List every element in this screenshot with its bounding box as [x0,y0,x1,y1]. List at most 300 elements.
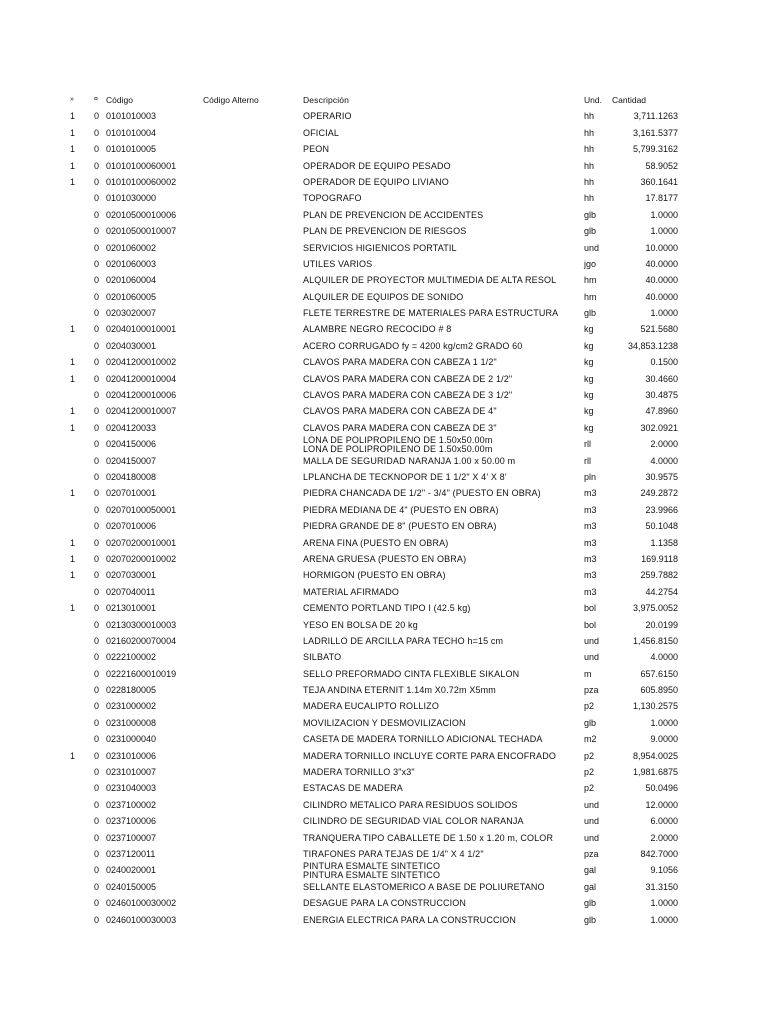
row-descripcion-line: ALQUILER DE PROYECTOR MULTIMEDIA DE ALTA RESOL [303,275,557,286]
row-cantidad: 259.7882 [640,570,678,581]
row-descripcion [303,567,584,583]
row-descripcion-line: DESAGUE PARA LA CONSTRUCCION [303,898,467,909]
row-flag-a: 1 [70,553,76,564]
row-und: bol [584,603,597,614]
row-flag-b: 0 [94,406,100,417]
row-flag-b: 0 [94,734,100,745]
row-descripcion [303,518,584,534]
table-row [0,879,768,895]
row-codigo: 02460100030003 [106,914,177,925]
row-descripcion [303,321,584,337]
row-flag-b: 0 [94,668,100,679]
table-row [0,354,768,370]
row-codigo: 02160200070004 [106,635,177,646]
row-flag-a: 1 [70,324,76,335]
table-row [0,420,768,436]
row-und: glb [584,209,597,220]
row-descripcion-line: ACERO CORRUGADO fy = 4200 kg/cm2 GRADO 60 [303,340,523,351]
row-flag-b: 0 [94,848,100,859]
row-cantidad: 3,975.0052 [632,603,678,614]
row-codigo: 01010100060001 [106,160,177,171]
table-row [0,617,768,633]
row-codigo: 0213010001 [106,603,157,614]
table-row [0,862,768,878]
row-descripcion-line: ARENA GRUESA (PUESTO EN OBRA) [303,553,467,564]
row-und: m [584,668,592,679]
row-flag-b: 0 [94,750,100,761]
table-row [0,272,768,288]
row-flag-b: 0 [94,881,100,892]
row-flag-b: 0 [94,537,100,548]
table-row [0,649,768,665]
row-cantidad: 842.7000 [640,848,678,859]
row-cantidad: 4.0000 [650,652,678,663]
row-flag-b: 0 [94,324,100,335]
row-flag-a: 1 [70,750,76,761]
table-row [0,584,768,600]
row-descripcion-line: OFICIAL [303,127,340,138]
row-descripcion [303,387,584,403]
row-und: jgo [584,258,597,269]
header-codigo-alterno: Código Alterno [203,95,259,105]
resource-table [0,92,768,928]
row-codigo: 02010500010006 [106,209,177,220]
row-flag-a: 1 [70,603,76,614]
row-descripcion-line: MADERA EUCALIPTO ROLLIZO [303,701,439,712]
row-cantidad: 4.0000 [650,455,678,466]
row-flag-b: 0 [94,176,100,187]
row-descripcion-line: LONA DE POLIPROPILENO DE 1.50x50.00m [303,443,493,454]
row-codigo: 02010500010007 [106,226,177,237]
table-header [0,92,768,108]
row-flag-a: 1 [70,373,76,384]
row-flag-b: 0 [94,193,100,204]
row-descripcion-line: YESO EN BOLSA DE 20 kg [303,619,418,630]
row-cantidad: 8,954.0025 [632,750,678,761]
row-und: bol [584,619,597,630]
table-row [0,600,768,616]
row-descripcion [303,895,584,911]
row-cantidad: 169.9118 [641,553,678,564]
row-und: rll [584,439,591,450]
row-descripcion-line: CEMENTO PORTLAND TIPO I (42.5 kg) [303,603,471,614]
table-row [0,698,768,714]
row-descripcion-line: OPERADOR DE EQUIPO LIVIANO [303,176,449,187]
table-row [0,502,768,518]
row-und: m2 [584,734,597,745]
row-codigo: 0101030000 [106,193,157,204]
row-flag-b: 0 [94,701,100,712]
row-descripcion-line: OPERADOR DE EQUIPO PESADO [303,160,451,171]
row-flag-b: 0 [94,226,100,237]
row-cantidad: 0.1500 [650,357,678,368]
row-cantidad: 23.9966 [645,504,678,515]
row-cantidad: 31.3150 [645,881,678,892]
row-codigo: 0237100002 [106,799,157,810]
row-flag-a: 1 [70,357,76,368]
row-codigo: 0207010001 [106,488,157,499]
row-cantidad: 1.0000 [650,914,678,925]
header-codigo: Código [106,95,133,105]
row-und: m3 [584,504,597,515]
row-und: glb [584,717,597,728]
table-row [0,748,768,764]
row-und: kg [584,406,594,417]
row-descripcion-line: CLAVOS PARA MADERA CON CABEZA DE 3" [303,422,497,433]
row-und: hh [584,160,595,171]
row-codigo: 0204180008 [106,471,157,482]
row-cantidad: 1,130.2575 [632,701,678,712]
row-flag-b: 0 [94,619,100,630]
row-codigo: 0231010007 [106,767,157,778]
row-descripcion [303,584,584,600]
row-flag-b: 0 [94,488,100,499]
row-descripcion [303,813,584,829]
row-descripcion-line: SELLO PREFORMADO CINTA FLEXIBLE SIKALON [303,668,520,679]
row-codigo: 0237100007 [106,832,157,843]
row-descripcion-line: LADRILLO DE ARCILLA PARA TECHO h=15 cm [303,635,504,646]
row-und: hh [584,111,595,122]
row-cantidad: 657.6150 [640,668,678,679]
row-und: kg [584,422,594,433]
row-descripcion-line: HORMIGON (PUESTO EN OBRA) [303,570,446,581]
header-col-a: » [70,96,74,103]
row-flag-b: 0 [94,898,100,909]
table-row [0,436,768,452]
table-row [0,387,768,403]
row-flag-a: 1 [70,176,76,187]
row-cantidad: 5,799.3162 [632,144,678,155]
row-flag-b: 0 [94,340,100,351]
table-row [0,453,768,469]
row-flag-b: 0 [94,570,100,581]
row-flag-b: 0 [94,865,100,876]
table-row [0,813,768,829]
row-flag-b: 0 [94,799,100,810]
table-row [0,551,768,567]
row-cantidad: 9.1056 [650,865,678,876]
row-codigo: 02041200010002 [106,357,177,368]
row-descripcion-line: CLAVOS PARA MADERA CON CABEZA 1 1/2" [303,357,497,368]
row-cantidad: 521.5680 [640,324,678,335]
row-descripcion-line: MADERA TORNILLO 3"x3" [303,767,415,778]
row-flag-b: 0 [94,455,100,466]
row-descripcion [303,502,584,518]
row-descripcion-line: CILINDRO DE SEGURIDAD VIAL COLOR NARANJA [303,816,524,827]
row-descripcion-line: SERVICIOS HIGIENICOS PORTATIL [303,242,457,253]
row-cantidad: 3,161.5377 [632,127,678,138]
row-descripcion [303,469,584,485]
row-descripcion-line: CILINDRO METALICO PARA RESIDUOS SOLIDOS [303,799,518,810]
row-cantidad: 30.9575 [645,471,678,482]
row-descripcion [303,600,584,616]
row-flag-b: 0 [94,652,100,663]
row-und: kg [584,324,594,335]
row-codigo: 0201060005 [106,291,157,302]
row-und: hh [584,176,595,187]
row-flag-b: 0 [94,504,100,515]
row-cantidad: 47.8960 [645,406,678,417]
row-codigo: 0101010005 [106,144,157,155]
row-und: glb [584,898,597,909]
table-body [0,108,768,928]
row-flag-b: 0 [94,914,100,925]
row-cantidad: 1.0000 [650,717,678,728]
row-cantidad: 40.0000 [645,291,678,302]
row-und: kg [584,340,594,351]
row-descripcion [303,272,584,288]
row-descripcion [303,830,584,846]
row-und: und [584,635,600,646]
row-flag-b: 0 [94,553,100,564]
table-row [0,321,768,337]
row-und: und [584,832,600,843]
row-codigo: 0231000002 [106,701,157,712]
row-codigo: 0237100006 [106,816,157,827]
row-descripcion [303,436,584,453]
row-flag-b: 0 [94,832,100,843]
row-codigo: 0204030001 [106,340,157,351]
row-descripcion [303,174,584,190]
row-descripcion [303,912,584,928]
table-row [0,223,768,239]
row-descripcion-line: PINTURA ESMALTE SINTETICO [303,862,441,872]
row-und: kg [584,373,594,384]
row-flag-a: 1 [70,160,76,171]
row-flag-b: 0 [94,111,100,122]
row-descripcion [303,748,584,764]
header-cantidad: Cantidad [612,95,647,105]
row-cantidad: 1.0000 [650,308,678,319]
row-codigo: 02070200010001 [106,537,177,548]
row-und: hm [584,291,597,302]
row-codigo: 0201060002 [106,242,157,253]
row-codigo: 0203020007 [106,308,157,319]
table-row [0,207,768,223]
row-descripcion-line: CLAVOS PARA MADERA CON CABEZA DE 4" [303,406,497,417]
row-codigo: 02070200010002 [106,553,177,564]
row-flag-b: 0 [94,160,100,171]
row-descripcion-line: SILBATO [303,652,342,663]
row-descripcion-line: PIEDRA CHANCADA DE 1/2" - 3/4" (PUESTO EN OBRA) [303,488,541,499]
row-codigo: 02041200010006 [106,390,177,401]
row-cantidad: 30.4660 [645,373,678,384]
row-und: hm [584,275,597,286]
row-cantidad: 1,981.6875 [632,767,678,778]
row-flag-a: 1 [70,570,76,581]
row-cantidad: 1,456.8150 [632,635,678,646]
row-codigo: 0204120033 [106,422,157,433]
row-cantidad: 2.0000 [650,832,678,843]
table-row [0,240,768,256]
row-flag-b: 0 [94,685,100,696]
row-descripcion-line: CLAVOS PARA MADERA CON CABEZA DE 2 1/2" [303,373,513,384]
row-codigo: 02070100050001 [106,504,177,515]
row-cantidad: 360.1641 [640,176,678,187]
table-row [0,125,768,141]
row-codigo: 0240150005 [106,881,157,892]
table-row [0,256,768,272]
row-descripcion [303,485,584,501]
row-und: m3 [584,537,597,548]
table-row [0,469,768,485]
row-und: glb [584,914,597,925]
row-descripcion-line: ALAMBRE NEGRO RECOCIDO # 8 [303,324,452,335]
row-flag-b: 0 [94,439,100,450]
row-descripcion-line: TOPOGRAFO [303,193,362,204]
row-codigo: 0237120011 [106,848,156,859]
row-descripcion-line: UTILES VARIOS [303,258,373,269]
row-descripcion [303,420,584,436]
row-und: glb [584,308,597,319]
row-descripcion [303,207,584,223]
row-descripcion-line: SELLANTE ELASTOMERICO A BASE DE POLIURETANO [303,881,545,892]
row-flag-b: 0 [94,373,100,384]
row-und: und [584,799,600,810]
row-flag-b: 0 [94,390,100,401]
row-descripcion [303,371,584,387]
row-descripcion-line: MOVILIZACION Y DESMOVILIZACION [303,717,466,728]
row-descripcion-line: MATERIAL AFIRMADO [303,586,400,597]
row-descripcion [303,846,584,862]
header-und: Und. [584,95,602,105]
row-codigo: 0222100002 [106,652,157,663]
row-und: hh [584,127,595,138]
row-cantidad: 6.0000 [650,816,678,827]
row-und: p2 [584,783,595,794]
row-descripcion-line: PLAN DE PREVENCION DE ACCIDENTES [303,209,484,220]
table-row [0,158,768,174]
row-codigo: 0201060004 [106,275,157,286]
row-descripcion-line: PINTURA ESMALTE SINTETICO [303,869,441,880]
row-descripcion [303,649,584,665]
row-descripcion-line: ARENA FINA (PUESTO EN OBRA) [303,537,449,548]
row-descripcion [303,305,584,321]
row-und: kg [584,390,594,401]
row-codigo: 02041200010004 [106,373,177,384]
row-cantidad: 249.2872 [640,488,678,499]
table-row [0,305,768,321]
row-descripcion [303,731,584,747]
row-und: pza [584,685,599,696]
row-flag-b: 0 [94,144,100,155]
row-descripcion [303,190,584,206]
row-codigo: 0101010003 [106,111,157,122]
row-descripcion [303,764,584,780]
row-cantidad: 44.2754 [645,586,678,597]
row-codigo: 02130300010003 [106,619,177,630]
row-codigo: 0101010004 [106,127,157,138]
row-cantidad: 10.0000 [645,242,678,253]
row-cantidad: 40.0000 [645,258,678,269]
table-row [0,535,768,551]
row-codigo: 02041200010007 [106,406,177,417]
row-und: p2 [584,767,595,778]
table-row [0,174,768,190]
row-descripcion [303,354,584,370]
row-cantidad: 9.0000 [650,734,678,745]
row-descripcion [303,797,584,813]
row-flag-b: 0 [94,816,100,827]
row-flag-b: 0 [94,586,100,597]
row-und: m3 [584,570,597,581]
row-cantidad: 1.1358 [650,537,678,548]
row-descripcion [303,879,584,895]
table-row [0,108,768,124]
row-cantidad: 302.0921 [640,422,678,433]
row-descripcion-line: CLAVOS PARA MADERA CON CABEZA DE 3 1/2" [303,390,513,401]
row-descripcion-line: LONA DE POLIPROPILENO DE 1.50x50.00m [303,436,493,446]
table-row [0,485,768,501]
table-row [0,780,768,796]
table-row [0,912,768,928]
row-und: m3 [584,553,597,564]
row-cantidad: 605.8950 [640,685,678,696]
row-descripcion-line: OPERARIO [303,111,352,122]
row-flag-b: 0 [94,422,100,433]
row-flag-b: 0 [94,521,100,532]
row-descripcion [303,223,584,239]
row-und: hh [584,193,595,204]
row-und: pza [584,848,599,859]
row-und: gal [584,865,597,876]
row-descripcion-line: ESTACAS DE MADERA [303,783,403,794]
row-descripcion [303,551,584,567]
row-cantidad: 30.4875 [645,390,678,401]
row-descripcion [303,698,584,714]
row-flag-a: 1 [70,537,76,548]
row-descripcion [303,108,584,124]
row-flag-b: 0 [94,308,100,319]
row-und: hh [584,144,595,155]
row-und: kg [584,357,594,368]
row-flag-b: 0 [94,783,100,794]
row-cantidad: 1.0000 [650,209,678,220]
row-und: und [584,816,600,827]
row-und: und [584,242,600,253]
table-row [0,518,768,534]
table-row [0,371,768,387]
row-descripcion-line: FLETE TERRESTRE DE MATERIALES PARA ESTRUCTURA [303,308,559,319]
table-row [0,338,768,354]
row-descripcion [303,535,584,551]
table-row [0,846,768,862]
row-descripcion [303,158,584,174]
table-row [0,797,768,813]
table-row [0,830,768,846]
row-descripcion [303,617,584,633]
row-und: rll [584,455,591,466]
row-cantidad: 20.0199 [645,619,678,630]
row-descripcion-line: TEJA ANDINA ETERNIT 1.14m X0.72m X5mm [303,685,496,696]
row-descripcion [303,403,584,419]
row-flag-b: 0 [94,291,100,302]
row-cantidad: 12.0000 [645,799,678,810]
row-flag-a: 1 [70,127,76,138]
row-codigo: 0204150007 [106,455,157,466]
row-descripcion-line: MALLA DE SEGURIDAD NARANJA 1.00 x 50.00 m [303,455,516,466]
row-und: pln [584,471,597,482]
row-descripcion [303,256,584,272]
row-flag-b: 0 [94,471,100,482]
row-flag-b: 0 [94,357,100,368]
row-flag-b: 0 [94,242,100,253]
row-descripcion [303,682,584,698]
row-cantidad: 50.1048 [645,521,678,532]
row-cantidad: 3,711.1263 [633,111,678,122]
row-descripcion [303,141,584,157]
row-codigo: 02460100030002 [106,898,177,909]
